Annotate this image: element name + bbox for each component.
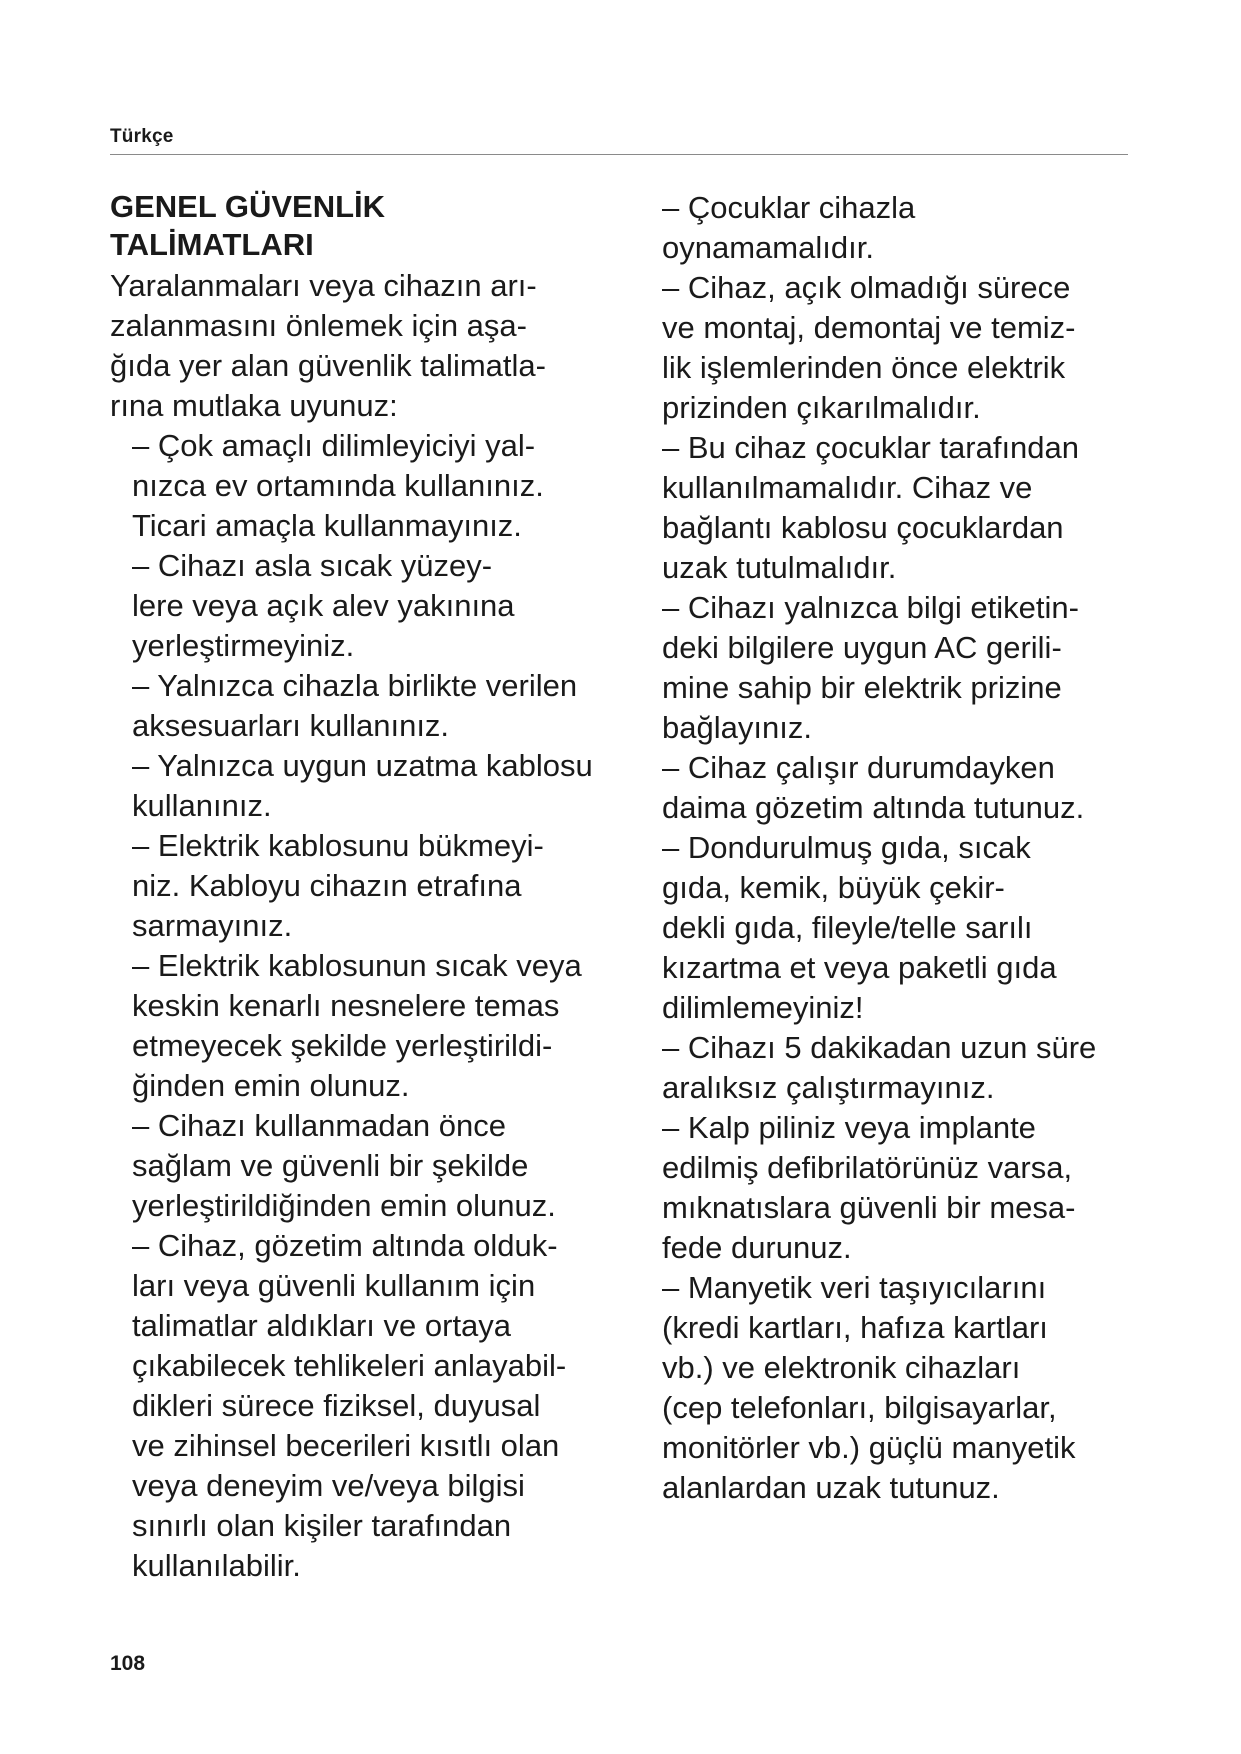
safety-heading: GENEL GÜVENLİK TALİMATLARI [110,189,386,262]
intro-line: zalanmasını önlemek için aşa- [110,308,527,343]
left-bullet-list [110,426,670,1586]
instruction-line: mine sahip bir elektrik prizine [662,670,1062,705]
instruction-line: prizinden çıkarılmalıdır. [662,390,981,425]
instruction-line: – Manyetik veri taşıyıcılarını [662,1270,1047,1305]
instruction-line: oynamamalıdır. [662,230,874,265]
intro-paragraph [110,266,670,426]
instruction-line: fede durunuz. [662,1230,852,1265]
instruction-line: Ticari amaçla kullanmayınız. [132,508,522,543]
instruction-line: aksesuarları kullanınız. [132,708,450,743]
instruction-line: kullanınız. [132,788,272,823]
instruction-line: etmeyecek şekilde yerleştirildi- [132,1028,553,1063]
section-language-label: Türkçe [110,126,174,147]
instruction-line: nızca ev ortamında kullanınız. [132,468,544,503]
instruction-line: lere veya açık alev yakınına [132,588,515,623]
right-column [662,188,1162,1508]
instruction-line: dilimlemeyiniz! [662,990,864,1025]
instruction-line: bağlantı kablosu çocuklardan [662,510,1064,545]
intro-line: rına mutlaka uyunuz: [110,388,398,423]
intro-line: ğıda yer alan güvenlik talimatla- [110,348,546,383]
instruction-line: ları veya güvenli kullanım için [132,1268,536,1303]
instruction-line: – Cihaz çalışır durumdayken [662,750,1055,785]
instruction-line: (cep telefonları, bilgisayarlar, [662,1390,1057,1425]
instruction-line: (kredi kartları, hafıza kartları [662,1310,1048,1345]
instruction-line: – Dondurulmuş gıda, sıcak [662,830,1031,865]
instruction-line: ve zihinsel becerileri kısıtlı olan [132,1428,560,1463]
instruction-line: yerleştirildiğinden emin olunuz. [132,1188,556,1223]
instruction-line: alanlardan uzak tutunuz. [662,1470,1000,1505]
instruction-line: – Elektrik kablosunu bükmeyi- [132,828,544,863]
instruction-line: veya deneyim ve/veya bilgisi [132,1468,525,1503]
instruction-line: – Elektrik kablosunun sıcak veya [132,948,582,983]
instruction-line: lik işlemlerinden önce elektrik [662,350,1066,385]
instruction-line: çıkabilecek tehlikeleri anlayabil- [132,1348,567,1383]
instruction-line: kızartma et veya paketli gıda [662,950,1057,985]
instruction-line: deki bilgilere uygun AC gerili- [662,630,1062,665]
instruction-line: uzak tutulmalıdır. [662,550,897,585]
instruction-line: talimatlar aldıkları ve ortaya [132,1308,512,1343]
instruction-line: – Çocuklar cihazla [662,190,916,225]
instruction-line: – Kalp piliniz veya implante [662,1110,1036,1145]
instruction-line: – Çok amaçlı dilimleyiciyi yal- [132,428,536,463]
instruction-line: niz. Kabloyu cihazın etrafına [132,868,522,903]
instruction-line: daima gözetim altında tutunuz. [662,790,1085,825]
instruction-line: – Cihazı asla sıcak yüzey- [132,548,493,583]
instruction-line: – Yalnızca cihazla birlikte verilen [132,668,578,703]
page-number: 108 [110,1652,146,1675]
instruction-line: yerleştirmeyiniz. [132,628,355,663]
instruction-line: – Cihaz, gözetim altında olduk- [132,1228,558,1263]
instruction-line: gıda, kemik, büyük çekir- [662,870,1005,905]
instruction-line: sarmayınız. [132,908,293,943]
instruction-line: dekli gıda, fileyle/telle sarılı [662,910,1033,945]
instruction-line: bağlayınız. [662,710,812,745]
instruction-line: ve montaj, demontaj ve temiz- [662,310,1076,345]
instruction-line: kullanılmamalıdır. Cihaz ve [662,470,1033,505]
instruction-line: – Cihazı 5 dakikadan uzun süre [662,1030,1097,1065]
instruction-line: kullanılabilir. [132,1548,301,1583]
instruction-line: ğinden emin olunuz. [132,1068,410,1103]
instruction-line: aralıksız çalıştırmayınız. [662,1070,995,1105]
instruction-line: vb.) ve elektronik cihazları [662,1350,1021,1385]
instruction-line: – Bu cihaz çocuklar tarafından [662,430,1080,465]
instruction-line: – Cihaz, açık olmadığı sürece [662,270,1071,305]
instruction-line: monitörler vb.) güçlü manyetik [662,1430,1076,1465]
instruction-line: – Cihazı yalnızca bilgi etiketin- [662,590,1079,625]
instruction-line: sınırlı olan kişiler tarafından [132,1508,512,1543]
instruction-line: dikleri sürece fiziksel, duyusal [132,1388,541,1423]
instruction-line: edilmiş defibrilatörünüz varsa, [662,1150,1073,1185]
instruction-line: mıknatıslara güvenli bir mesa- [662,1190,1076,1225]
header-divider [110,154,1128,155]
intro-line: Yaralanmaları veya cihazın arı- [110,268,537,303]
instruction-line: sağlam ve güvenli bir şekilde [132,1148,529,1183]
instruction-line: – Yalnızca uygun uzatma kablosu [132,748,593,783]
left-column [110,188,670,1586]
instruction-line: keskin kenarlı nesnelere temas [132,988,560,1023]
instruction-line: – Cihazı kullanmadan önce [132,1108,506,1143]
